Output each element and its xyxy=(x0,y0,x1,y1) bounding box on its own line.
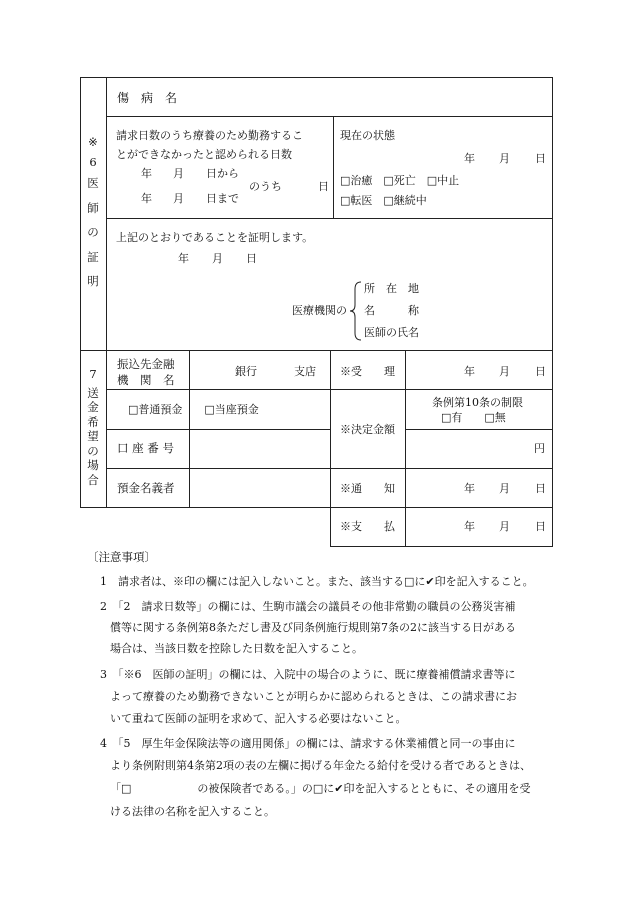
received-label: ※受 理 xyxy=(340,365,395,378)
bank-unit: 銀行 xyxy=(235,365,257,378)
status-year: 年 xyxy=(464,152,475,165)
holder-label: 預金名義者 xyxy=(117,481,175,495)
institution-address-label: 所 在 地 xyxy=(364,282,419,295)
article10-options[interactable]: □有 □無 xyxy=(441,411,506,424)
to-month: 月 xyxy=(173,192,184,205)
note-2-line-3: 場合は、当該日数を控除した日数を記入すること。 xyxy=(110,642,363,655)
to-day: 日まで xyxy=(206,192,239,205)
notes-heading: 〔注意事項〕 xyxy=(87,550,156,564)
note-4-line-4: ける法律の名称を記入すること。 xyxy=(110,805,275,818)
received-day: 日 xyxy=(535,365,546,378)
notice-month: 月 xyxy=(499,482,510,495)
payment-year: 年 xyxy=(464,520,475,533)
payment-month: 月 xyxy=(499,520,510,533)
status-options-row1[interactable]: □治癒 □死亡 □中止 xyxy=(340,174,460,187)
account-number-label: 口 座 番 号 xyxy=(117,441,174,455)
status-title: 現在の状態 xyxy=(340,129,395,142)
branch-unit: 支店 xyxy=(294,365,316,378)
claim-days-text-1: 請求日数のうち療養のため勤務するこ xyxy=(116,129,303,142)
institution-brace xyxy=(349,281,363,341)
from-year: 年 xyxy=(141,167,152,180)
decided-amount-label: ※決定金額 xyxy=(340,423,395,436)
section7-label: 7 送 金 希 望 の 場 合 xyxy=(87,367,99,487)
of-which-label: のうち xyxy=(249,180,282,193)
note-3-line-2: よって療養のため勤務できないことが明らかに認められるときは、この請求書にお xyxy=(110,690,517,703)
note-4-line-1: 4 「5 厚生年金保険法等の適用関係」の欄には、請求する休業補償と同一の事由に xyxy=(100,737,516,750)
status-options-row2[interactable]: □転医 □継続中 xyxy=(340,194,427,207)
institution-name-label: 名 称 xyxy=(364,304,419,317)
bank-label-1: 振込先金融 xyxy=(117,357,175,371)
doctor-name-label: 医師の氏名 xyxy=(364,326,419,339)
status-day: 日 xyxy=(535,152,546,165)
payment-label: ※支 払 xyxy=(340,520,395,533)
from-day: 日から xyxy=(206,167,239,180)
certify-text: 上記のとおりであることを証明します。 xyxy=(116,231,314,244)
from-month: 月 xyxy=(173,167,184,180)
notice-day: 日 xyxy=(535,482,546,495)
certify-year: 年 xyxy=(178,252,189,265)
notice-label: ※通 知 xyxy=(340,482,395,495)
status-month: 月 xyxy=(499,152,510,165)
note-3-line-3: いて重ねて医師の証明を求めて、記入する必要はないこと。 xyxy=(110,712,407,725)
disease-name-field[interactable] xyxy=(200,80,548,114)
account-type-options[interactable]: □普通預金 □当座預金 xyxy=(128,403,259,416)
claim-days-text-2: とができなかったと認められる日数 xyxy=(116,148,292,161)
disease-name-label: 傷 病 名 xyxy=(117,91,178,105)
notice-year: 年 xyxy=(464,482,475,495)
days-unit: 日 xyxy=(318,180,329,193)
to-year: 年 xyxy=(141,192,152,205)
note-2-line-2: 償等に関する条例第8条ただし書及び同条例施行規則第7条の2に該当する日がある xyxy=(110,621,516,634)
received-year: 年 xyxy=(464,365,475,378)
section6-label: ※ 6 医 師 の 証 明 xyxy=(87,135,99,288)
note-1-line-1: 1 請求者は、※印の欄には記入しないこと。また、該当する□に✔印を記入すること。 xyxy=(100,575,534,588)
received-month: 月 xyxy=(499,365,510,378)
article10-title: 条例第10条の制限 xyxy=(432,396,523,409)
yen-unit: 円 xyxy=(534,442,545,455)
certify-day: 日 xyxy=(246,252,257,265)
payment-day: 日 xyxy=(535,520,546,533)
institution-label: 医療機関の xyxy=(292,304,347,317)
certify-month: 月 xyxy=(212,252,223,265)
bank-label-2: 機 関 名 xyxy=(117,373,175,387)
note-2-line-1: 2 「2 請求日数等」の欄には、生駒市議会の議員その他非常勤の職員の公務災害補 xyxy=(100,600,516,613)
note-3-line-1: 3 「※6 医師の証明」の欄には、入院中の場合のように、既に療養補償請求書等に xyxy=(100,668,516,681)
note-4-line-2: より条例附則第4条第2項の表の左欄に掲げる年金たる給付を受ける者であるときは、 xyxy=(110,759,531,772)
note-4-line-3: 「□ の被保険者である。」の□に✔印を記入するとともに、その適用を受 xyxy=(110,782,531,795)
